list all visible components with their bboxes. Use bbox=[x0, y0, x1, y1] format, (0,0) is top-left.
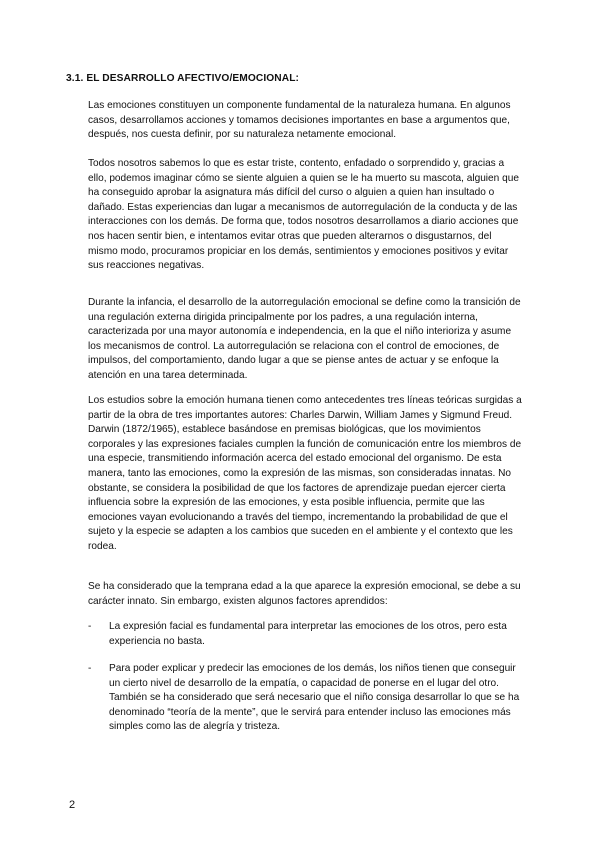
list-item-text: La expresión facial es fundamental para interpretar las emociones de los otros, pero esta experiencia no basta. bbox=[109, 621, 507, 647]
paragraph-childhood-self-regulation: Durante la infancia, el desarrollo de la autorregulación emocional se define como la transición de una regulación externa dirigida principalmente por los padres, a una regulación interna, caracterizada por una mayor autonomía e independencia, en la que el niño interioriza y asume los mecanismos de control. La autorregulación se relaciona con el control de emociones, de impulsos, del comportamiento, dando lugar a que se piense antes de actuar y se enfoque la atención en una tarea determinada. bbox=[88, 297, 521, 381]
bullet-dash: - bbox=[88, 663, 92, 674]
paragraph-theoretical-lines: Los estudios sobre la emoción humana tienen como antecedentes tres líneas teóricas surgidas a partir de la obra de tres importantes autores: Charles Darwin, William James y Sigmund Freud. Darwin (1872/1965), establece basándose en premisas biológicas, que los movimientos corporales y las expresiones faciales cumplen la función de comunicación entre los miembros de una especie, transmitiendo información acerca del estado emocional del organismo. De esta manera, tanto las emociones, como la expresión de las mismas, son consideradas innatas. No obstante, se considera la posibilidad de que los factores de aprendizaje puedan ejercer cierta influencia sobre la expresión de las emociones, y esta posible influencia, permite que las emociones vayan evolucionando a través del tiempo, incrementando la probabilidad de que el sujeto y la especie se adapten a los cambios que suceden en el ambiente y el contexto que les rodea. bbox=[88, 395, 522, 552]
paragraph-emotions-intro: Las emociones constituyen un componente fundamental de la naturaleza humana. En algunos casos, desarrollamos acciones y tomamos decisiones importantes en base a argumentos que, después, nos cuesta definir, por su naturaleza netamente emocional. bbox=[88, 100, 511, 141]
section-heading: 3.1. EL DESARROLLO AFECTIVO/EMOCIONAL: bbox=[66, 73, 300, 84]
paragraph-learned-factors: Se ha considerado que la temprana edad a la que aparece la expresión emocional, se debe a su carácter innato. Sin embargo, existen algunos factores aprendidos: bbox=[88, 581, 521, 607]
list-item-text: Para poder explicar y predecir las emociones de los demás, los niños tienen que conseguir un cierto nivel de desarrollo de la empatía, o capacidad de ponerse en el lugar del otro. También se ha considerado que será necesario que el niño consiga desarrollar lo que se ha denominado “teoría de la mente”, que le servirá para entender incluso las emociones más simples como las de alegría y tristeza. bbox=[109, 663, 520, 733]
paragraph-emotional-experiences: Todos nosotros sabemos lo que es estar triste, contento, enfadado o sorprendido y, gracias a ello, podemos imaginar cómo se siente alguien a quien se le ha muerto su mascota, alguien que ha conseguido aprobar la asignatura más difícil del curso o alguien a quien han insultado o dañado. Estas experiencias dan lugar a mecanismos de autorregulación de la conducta y de las interacciones con los demás. De forma que, todos nosotros desarrollamos a diario acciones que nos hacen sentir bien, e intentamos evitar otras que pueden alterarnos o disgustarnos, del mismo modo, procuramos propiciar en los demás, sentimientos y emociones positivos y evitar sus reacciones negativas. bbox=[88, 158, 519, 272]
bullet-dash: - bbox=[88, 621, 92, 632]
page-number: 2 bbox=[69, 799, 76, 811]
